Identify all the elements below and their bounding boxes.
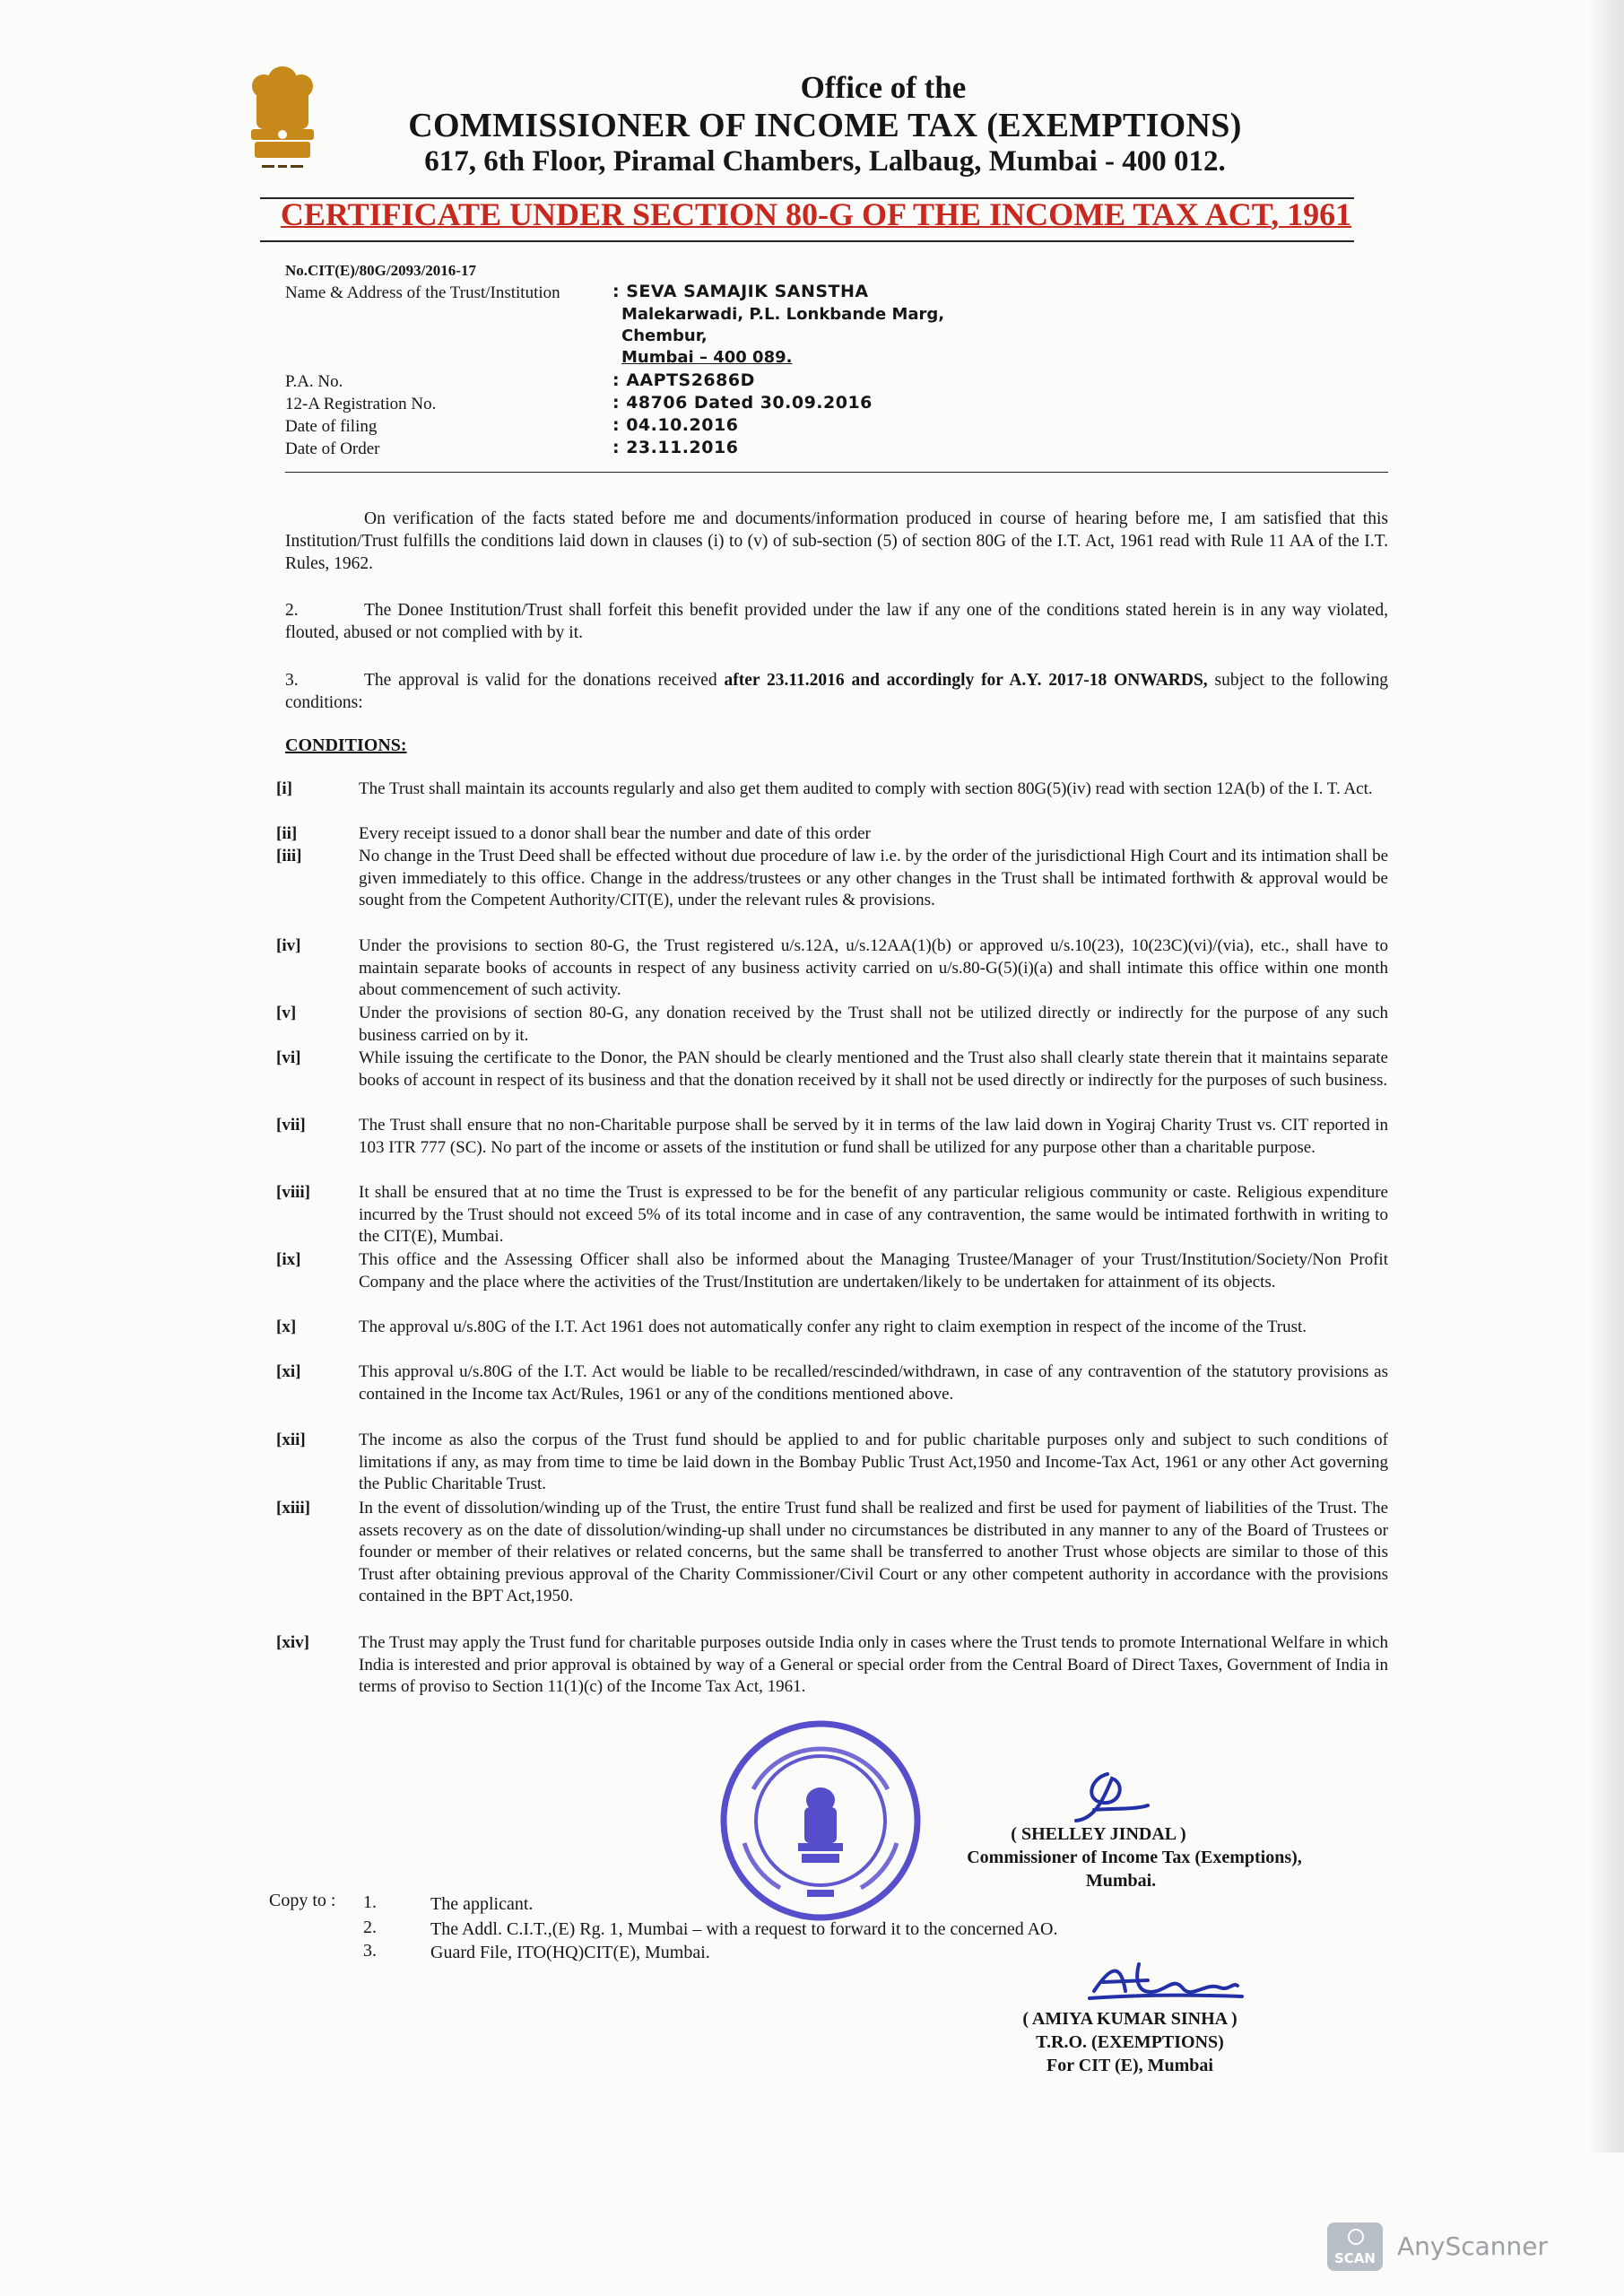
condition-text: The Trust shall ensure that no non-Charitable purpose shall be served by it in terms of the law laid down in Yogiraj Charity Trust vs. CIT reported in 103 ITR 777 (SC). No part of the income or assets of the institution or fund shall be utilized for any purpose other than a charitable purpose. [359,1116,1388,1157]
condition-item [276,1249,1388,1293]
condition-text: This approval u/s.80G of the I.T. Act would be liable to be recalled/rescinded/withdrawn, in case of any contravention of the statutory provisions as contained in the Income tax Act/Rules, 1961 or any of the conditions mentioned above. [359,1362,1388,1404]
fields-rule [285,472,1388,473]
condition-text: The Trust may apply the Trust fund for charitable purposes outside India only in cases where the Trust tends to promote International Welfare in which India is interested and prior approval is obtained by way of a General or special order from the Central Board of Direct Taxes, Government of India in terms of proviso to Section 11(1)(c) of the Income Tax Act, 1961. [359,1633,1388,1696]
condition-item [276,1317,1388,1339]
condition-item [276,1003,1388,1047]
copy-item-text: The applicant. [430,1894,534,1914]
copy-item-number: 2. [363,1918,377,1937]
conditions-heading: CONDITIONS: [285,735,407,755]
paragraph-3-text-c: subject to the following conditions: [285,671,1388,712]
paragraph-1-text: On verification of the facts stated before me and documents/information produced in course of hearing before me, I am satisfied that this Institution/Trust fulfills the conditions laid down in clauses (i) to (v) of sub-section (5) of section 80G of the I.T. Act, 1961 read with Rule 11 AA of the I.T. Rules, 1962. [285,509,1388,573]
order-date-label: Date of Order [285,439,380,458]
condition-item [276,1498,1388,1608]
filing-date-value: : 04.10.2016 [612,415,739,435]
condition-number: [vi] [276,1048,301,1067]
condition-number: [ii] [276,824,298,843]
address-line-2: Chembur, [621,326,708,345]
condition-item [276,823,1388,846]
condition-text: It shall be ensured that at no time the Trust is expressed to be for the benefit of any particular religious community or caste. Religious expenditure incurred by the Trust should not exceed 5% of its total income and in case of any contravention, the same would be intimated forthwith in writing to the CIT(E), Mumbai. [359,1183,1388,1246]
condition-text: The Trust shall maintain its accounts regularly and also get them audited to comply with section 80G(5)(iv) read with section 12A(b) of the I. T. Act. [359,779,1373,798]
paragraph-3-number: 3. [285,671,299,690]
condition-number: [viii] [276,1183,310,1202]
scan-edge-shadow [1588,0,1624,2152]
copy-item-number: 1. [363,1892,377,1912]
condition-text: In the event of dissolution/winding up of the Trust, the entire Trust fund shall be realized and first be used for payment of liabilities of the Trust. The assets recovery as on the date of dissolution/winding-up shall under no circumstances be distributed in any manner to any of the Board of Trustees or founder or member of their relatives or related concerns, but the same shall be transferred to another Trust whose objects are similar to those of this Trust after obtaining previous approval of the Charity Commissioner/Civil Court or any other competent authority in accordance with the provisions contained in the BPT Act,1950. [359,1499,1388,1605]
certificate-title: CERTIFICATE UNDER SECTION 80-G OF THE INCOME TAX ACT, 1961 [280,196,1352,232]
paragraph-2-number: 2. [285,601,299,620]
paragraph-2 [285,599,1388,644]
registration-label: 12-A Registration No. [285,395,437,413]
paragraph-3-validity: after 23.11.2016 and accordingly for A.Y. 2017-18 ONWARDS, [724,671,1208,690]
signatory-2-for: For CIT (E), Mumbai [1046,2056,1213,2075]
signatory-1-place: Mumbai. [1085,1871,1157,1891]
address-line-3: Mumbai – 400 089. [621,348,793,367]
signature-amiya-kumar-sinha-icon [1085,1955,1246,2009]
order-date-value: : 23.11.2016 [612,438,739,457]
signatory-1-name: ( SHELLEY JINDAL ) [1011,1824,1186,1844]
condition-number: [x] [276,1318,297,1336]
condition-item [276,846,1388,912]
condition-item [276,1430,1388,1496]
signature-shelley-jindal-icon [1058,1765,1157,1828]
signatory-2-name: ( AMIYA KUMAR SINHA ) [1022,2009,1238,2029]
reference-number: No.CIT(E)/80G/2093/2016-17 [285,262,476,279]
camera-lens-icon [1348,2229,1364,2245]
condition-text: No change in the Trust Deed shall be effected without due procedure of law i.e. by the order of the jurisdictional High Court and its intimation shall be given immediately to this office. Change in the address/trustees or any other changes in the Trust shall be intimated forthwith & approval would be sought from the Competent Authority/CIT(E), under the relevant rules & provisions. [359,847,1388,909]
signatory-1-title: Commissioner of Income Tax (Exemptions), [967,1848,1302,1867]
condition-number: [xii] [276,1431,306,1449]
condition-text: The approval u/s.80G of the I.T. Act 1961 does not automatically confer any right to claim exemption in respect of the income of the Trust. [359,1318,1307,1336]
condition-number: [xiii] [276,1499,310,1518]
condition-text: Under the provisions to section 80-G, the Trust registered u/s.12A, u/s.12AA(1)(b) or approved u/s.10(23), 10(23C)(vi)/(via), etc., shall have to maintain separate books of accounts in respect of any business activity carried on u/s.80-G(5)(i)(a) and shall intimate this office within one month about commencement of such activity. [359,936,1388,999]
condition-item [276,935,1388,1002]
paragraph-2-text: The Donee Institution/Trust shall forfeit this benefit provided under the law if any one of the conditions stated herein is in any way violated, flouted, abused or not complied with by it. [285,601,1388,642]
national-emblem-icon [244,59,321,194]
name-address-label: Name & Address of the Trust/Institution [285,283,560,302]
paragraph-3-text-a: The approval is valid for the donations received [364,671,725,690]
office-heading: Office of the [800,70,967,105]
condition-number: [xiv] [276,1633,309,1652]
condition-number: [xi] [276,1362,301,1381]
condition-text: Under the provisions of section 80-G, any donation received by the Trust shall not be utilized directly or indirectly for the purpose of any such business carried on by it. [359,1004,1388,1045]
trust-name: : SEVA SAMAJIK SANSTHA [612,282,869,301]
condition-text: This office and the Assessing Officer shall also be informed about the Managing Trustee/Manager of your Trust/Institution/Society/Non Profit Company and the place where the activities of the Trust/Institution are undertaken/likely to be undertaken for attainment of its objects. [359,1250,1388,1292]
copy-item-text: Guard File, ITO(HQ)CIT(E), Mumbai. [430,1943,710,1962]
anyscanner-brand-name: AnyScanner [1397,2231,1549,2261]
condition-text: The income as also the corpus of the Trust fund should be applied to and for public charitable purposes only and subject to such conditions of limitations if any, as may from time to time be laid down in the Bombay Public Trust Act,1950 and Income-Tax Act, 1961 or any other Act governing the Public Charitable Trust. [359,1431,1388,1493]
address-line-1: Malekarwadi, P.L. Lonkbande Marg, [621,305,945,324]
title-rule [260,240,1354,242]
scan-icon-label: SCAN [1334,2250,1376,2266]
condition-number: [ix] [276,1250,301,1269]
office-address: 617, 6th Floor, Piramal Chambers, Lalbaug, Mumbai - 400 012. [424,145,1226,178]
copy-item-text: The Addl. C.I.T.,(E) Rg. 1, Mumbai – with a request to forward it to the concerned AO. [430,1919,1058,1939]
copy-item-number: 3. [363,1941,377,1961]
condition-number: [iii] [276,847,302,865]
condition-number: [i] [276,779,292,798]
paragraph-1 [285,508,1388,575]
condition-number: [iv] [276,936,301,955]
filing-date-label: Date of filing [285,417,378,436]
copy-to-label: Copy to : [269,1891,336,1910]
scan-app-icon [1327,2222,1383,2271]
condition-item [276,1182,1388,1248]
condition-item [276,778,1388,801]
condition-number: [v] [276,1004,297,1022]
paragraph-3 [285,669,1388,714]
condition-item [276,1361,1388,1405]
condition-item [276,1048,1388,1091]
official-seal-icon [717,1718,924,1924]
condition-item [276,1632,1388,1699]
condition-number: [vii] [276,1116,306,1135]
pan-label: P.A. No. [285,372,343,391]
commissioner-heading: COMMISSIONER OF INCOME TAX (EXEMPTIONS) [408,107,1242,144]
signatory-2-title: T.R.O. (EXEMPTIONS) [1036,2032,1224,2052]
condition-item [276,1115,1388,1159]
registration-value: : 48706 Dated 30.09.2016 [612,393,873,413]
condition-text: While issuing the certificate to the Donor, the PAN should be clearly mentioned and the Trust also shall clearly state therein that it maintains separate books of account in respect of its business and that the donation received by it shall not be used directly or indirectly for the purposes of such business. [359,1048,1388,1090]
condition-text: Every receipt issued to a donor shall bear the number and date of this order [359,824,871,843]
pan-value: : AAPTS2686D [612,370,755,390]
